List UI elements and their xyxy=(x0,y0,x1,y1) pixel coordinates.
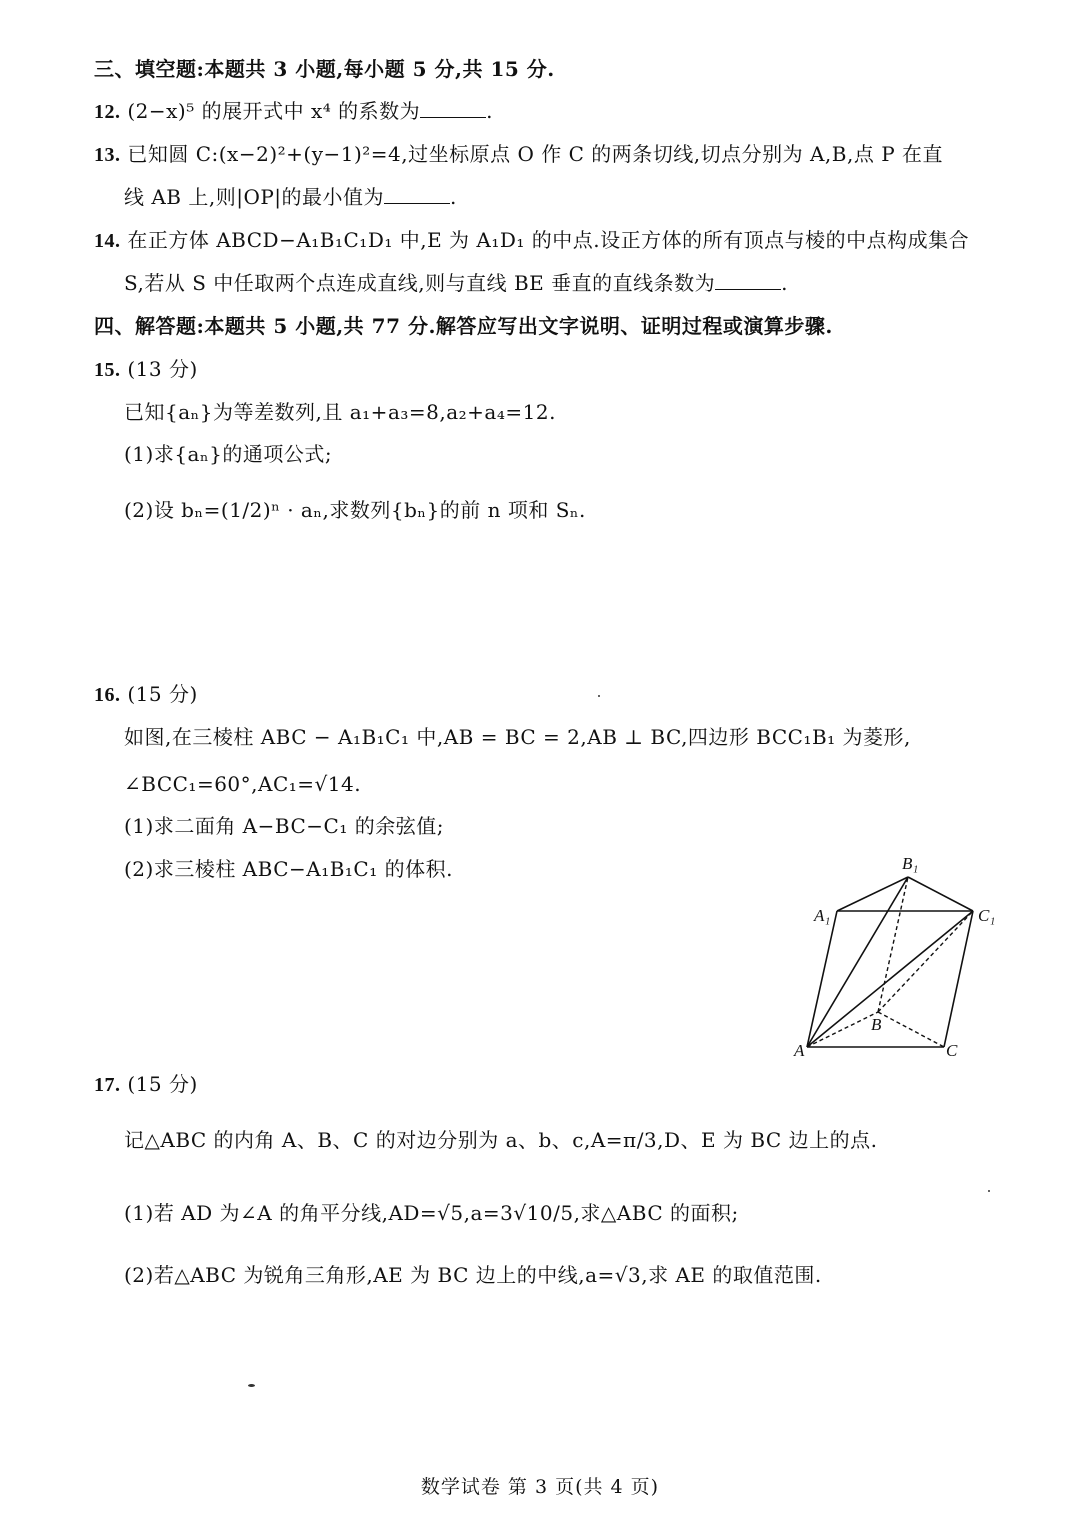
question-text: 在正方体 ABCD−A₁B₁C₁D₁ 中,E 为 A₁D₁ 的中点.设正方体的所有顶点与棱的中点构成集合 xyxy=(127,228,970,252)
edge-b-c1 xyxy=(878,911,973,1012)
question-17-part-1: (1)若 AD 为∠A 的角平分线,AD=√5,a=3√10/5,求△ABC 的面积; xyxy=(124,1201,739,1225)
question-text: (2−x)⁵ 的展开式中 x⁴ 的系数为 xyxy=(127,99,421,123)
answer-blank xyxy=(384,185,450,204)
question-end: . xyxy=(781,271,788,295)
prism-diagram xyxy=(780,850,1010,1065)
question-number: 13. xyxy=(94,144,121,166)
question-number: 16. xyxy=(94,684,121,706)
question-score: (15 分) xyxy=(127,682,198,706)
question-15-part-2: (2)设 bₙ=(1/2)ⁿ · aₙ,求数列{bₙ}的前 n 项和 Sₙ. xyxy=(124,498,586,522)
question-17-part-2: (2)若△ABC 为锐角三角形,AE 为 BC 边上的中线,a=√3,求 AE 的取值范围. xyxy=(124,1263,822,1287)
label-c: C xyxy=(946,1041,958,1060)
label-c1: C₁ xyxy=(978,906,996,925)
question-score: (15 分) xyxy=(127,1072,198,1096)
label-a1: A₁ xyxy=(814,906,831,925)
question-17-stem: 记△ABC 的内角 A、B、C 的对边分别为 a、b、c,A=π/3,D、E 为 BC 边上的点. xyxy=(124,1128,878,1152)
question-number: 12. xyxy=(94,101,121,123)
edge-b-c xyxy=(878,1012,944,1047)
answer-blank xyxy=(715,271,781,290)
question-16-header xyxy=(94,680,198,709)
question-17-header xyxy=(94,1070,198,1099)
prism-figure xyxy=(780,850,1010,1065)
question-13-line-1 xyxy=(94,140,943,169)
question-text: 已知圆 C:(x−2)²+(y−1)²=4,过坐标原点 O 作 C 的两条切线,切点分别为 A,B,点 P 在直 xyxy=(127,142,944,166)
answer-section-header: 四、解答题:本题共 5 小题,共 77 分.解答应写出文字说明、证明过程或演算步骤. xyxy=(94,314,833,338)
question-number: 14. xyxy=(94,230,121,252)
question-15-part-1: (1)求{aₙ}的通项公式; xyxy=(124,442,333,466)
label-b1: B₁ xyxy=(902,854,919,873)
question-score: (13 分) xyxy=(127,357,198,381)
answer-blank xyxy=(420,99,486,118)
question-text: 线 AB 上,则|OP|的最小值为 xyxy=(124,185,385,209)
edge-b1-c1 xyxy=(908,877,973,911)
scan-speck xyxy=(248,1384,255,1387)
page-footer: 数学试卷 第 3 页(共 4 页) xyxy=(420,1476,660,1498)
label-a: A xyxy=(794,1041,805,1060)
question-number: 17. xyxy=(94,1074,121,1096)
scan-speck xyxy=(598,695,600,697)
question-14-line-1 xyxy=(94,226,969,255)
question-end: . xyxy=(450,185,457,209)
question-text: S,若从 S 中任取两个点连成直线,则与直线 BE 垂直的直线条数为 xyxy=(124,271,716,295)
label-b: B xyxy=(871,1015,882,1034)
question-16-line-2: ∠BCC₁=60°,AC₁=√14. xyxy=(124,772,362,796)
question-number: 15. xyxy=(94,359,121,381)
scan-speck xyxy=(988,1190,990,1192)
question-12 xyxy=(94,97,493,126)
fill-blank-section-header: 三、填空题:本题共 3 小题,每小题 5 分,共 15 分. xyxy=(94,57,555,81)
question-13-line-2 xyxy=(124,183,457,211)
question-16-part-1: (1)求二面角 A−BC−C₁ 的余弦值; xyxy=(124,814,444,838)
question-15-stem: 已知{aₙ}为等差数列,且 a₁+a₃=8,a₂+a₄=12. xyxy=(124,400,556,424)
question-16-line-1: 如图,在三棱柱 ABC − A₁B₁C₁ 中,AB = BC = 2,AB ⊥ BC,四边形 BCC₁B₁ 为菱形, xyxy=(124,725,911,749)
question-16-part-2: (2)求三棱柱 ABC−A₁B₁C₁ 的体积. xyxy=(124,857,453,881)
edge-b-b1 xyxy=(878,877,908,1012)
question-end: . xyxy=(486,99,493,123)
question-15-header xyxy=(94,355,198,384)
question-14-line-2 xyxy=(124,269,788,297)
